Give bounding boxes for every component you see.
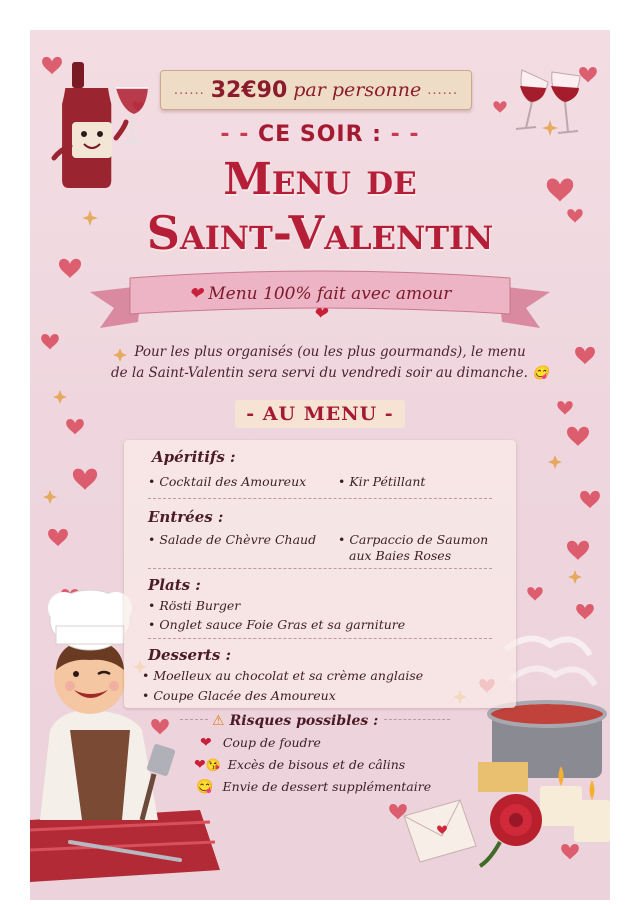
yum-emoji-icon: 😋 (196, 779, 214, 795)
yum-emoji-icon: 😋 (532, 365, 550, 381)
risks-heading (212, 710, 378, 729)
warning-icon: ⚠ (212, 713, 225, 729)
menu-card (124, 440, 516, 708)
price-dots-right: ...... (427, 82, 459, 98)
ribbon-text (180, 284, 460, 324)
intro-line-2: de la Saint-Valentin sera servi du vendredi soir au dimanche. (110, 365, 528, 381)
menu-item: • Rösti Burger (148, 598, 241, 613)
section-title-plats: Plats : (148, 576, 201, 594)
risk-item (200, 732, 321, 751)
intro-line-1: Pour les plus organisés (ou les plus gourmands), le menu (134, 344, 526, 360)
menu-item: • Kir Pétillant (338, 474, 426, 489)
section-title-aperitifs: Apéritifs : (152, 448, 236, 466)
risks-title: Risques possibles : (229, 713, 379, 729)
section-divider (148, 498, 492, 499)
risks-divider-right (384, 719, 450, 720)
menu-poster (30, 30, 610, 900)
risk-label: Envie de dessert supplémentaire (222, 779, 432, 794)
section-divider (148, 568, 492, 569)
heart-icon: ❤ (312, 304, 328, 324)
heart-icon: ❤ (194, 757, 206, 773)
price-amount: 32€90 (210, 77, 288, 103)
menu-item: • Coupe Glacée des Amoureux (142, 688, 336, 703)
menu-item-continuation: aux Baies Roses (349, 548, 452, 563)
menu-item: • Salade de Chèvre Chaud (148, 532, 317, 547)
menu-item: • Moelleux au chocolat et sa crème anglaise (142, 668, 424, 683)
section-title-entrees: Entrées : (148, 508, 224, 526)
price-label: par personne (293, 79, 422, 101)
section-title-desserts: Desserts : (148, 646, 232, 664)
heart-icon: ❤ (188, 284, 209, 304)
price-banner (160, 70, 472, 110)
section-divider (148, 638, 492, 639)
menu-item: • Cocktail des Amoureux (148, 474, 307, 489)
menu-item: • Carpaccio de Saumon (338, 532, 489, 547)
risk-label: Excès de bisous et de câlins (227, 757, 406, 772)
risk-label: Coup de foudre (222, 735, 321, 750)
page-title-line1: Menu de (223, 154, 417, 205)
risk-item (194, 754, 405, 773)
risks-divider-left (180, 719, 208, 720)
menu-heading: - AU MENU - (246, 403, 394, 425)
intro-text (90, 342, 570, 384)
kiss-emoji-icon: 😘 (205, 758, 221, 772)
page-title-line2: Saint-Valentin (146, 206, 494, 260)
tonight-heading (30, 122, 610, 147)
menu-item: • Onglet sauce Foie Gras et sa garniture (148, 617, 406, 632)
price-dots-left: ...... (173, 82, 205, 98)
tonight-label: CE SOIR : (258, 122, 382, 147)
risk-item (196, 776, 431, 795)
ribbon-label: Menu 100% fait avec amour (208, 284, 452, 304)
heart-icon: ❤ (200, 735, 212, 751)
dash-decoration: ‑ ‑ (381, 122, 420, 147)
dash-decoration: ‑ ‑ (220, 122, 259, 147)
